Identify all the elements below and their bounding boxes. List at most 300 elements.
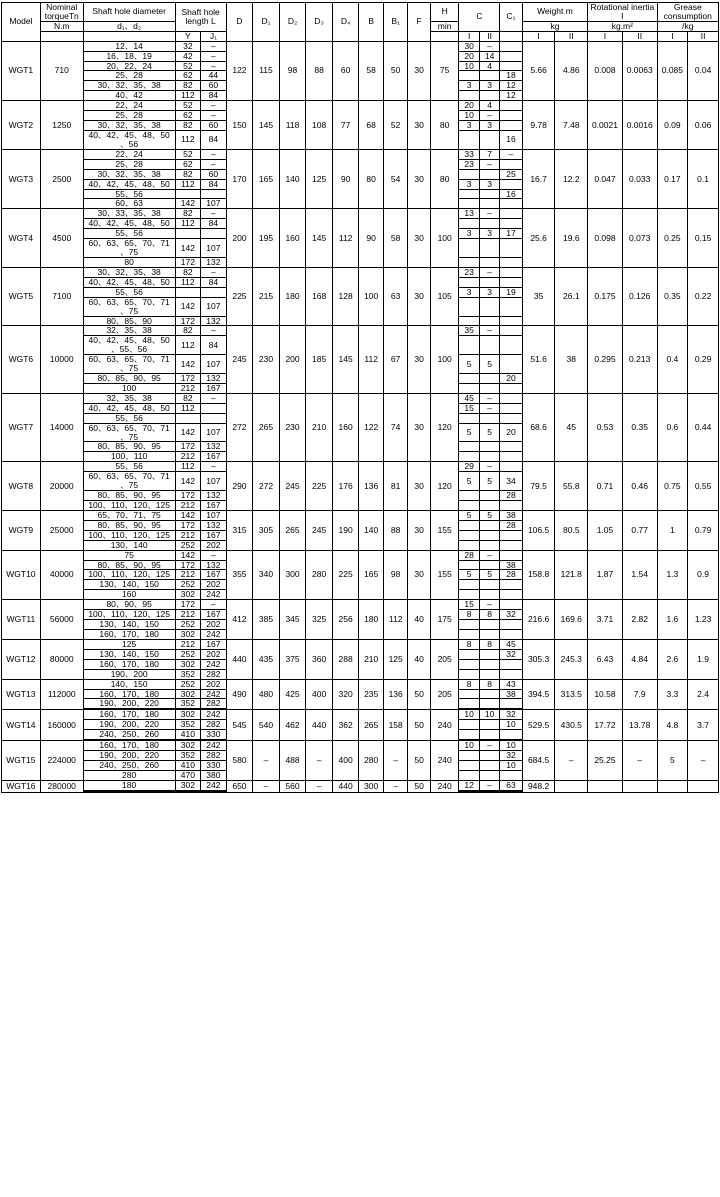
cell-C-II xyxy=(479,336,499,355)
cell-C1 xyxy=(500,179,522,189)
cell-model: WGT9 xyxy=(2,510,41,550)
cell-D3: 88 xyxy=(306,41,333,101)
header-C-I: I xyxy=(459,31,479,41)
cell-C-I: 8 xyxy=(459,679,479,689)
cell-C1 xyxy=(500,620,522,630)
cell-length-Y: 112 xyxy=(175,219,201,229)
cell-D: 272 xyxy=(226,393,253,461)
cell-length-Y: 112 xyxy=(175,277,201,287)
cell-C-II: – xyxy=(479,326,499,336)
cell-H-min: 80 xyxy=(430,101,459,150)
cell-C-I: 8 xyxy=(459,610,479,620)
cell-D3: 360 xyxy=(306,639,333,679)
cell-length-J1 xyxy=(201,403,227,413)
cell-C1 xyxy=(500,209,522,219)
cell-B: 112 xyxy=(359,326,384,393)
cell-C1: 38 xyxy=(500,510,522,520)
cell-B1: 54 xyxy=(383,149,408,209)
cell-C-II: 5 xyxy=(479,423,499,442)
cell-C-I xyxy=(459,491,479,501)
cell-weight-I: 394.5 xyxy=(522,679,555,710)
cell-weight-II: 121.8 xyxy=(555,550,588,600)
cell-grease-I: 1 xyxy=(657,510,688,550)
cell-B1: 88 xyxy=(383,510,408,550)
cell-D3: 185 xyxy=(306,326,333,393)
cell-C-I: 23 xyxy=(459,267,479,277)
cell-C-I: 3 xyxy=(459,179,479,189)
cell-H-min: 240 xyxy=(430,741,459,781)
cell-H-min: 205 xyxy=(430,639,459,679)
cell-inertia-II: 0.213 xyxy=(622,326,657,393)
cell-C1: 10 xyxy=(500,720,522,730)
table-row xyxy=(2,393,719,403)
cell-B: 165 xyxy=(359,550,384,600)
cell-torque: 4500 xyxy=(40,209,83,268)
cell-B1: 52 xyxy=(383,101,408,150)
cell-grease-I: 3.3 xyxy=(657,679,688,710)
cell-C-I: 5 xyxy=(459,355,479,374)
cell-C-I xyxy=(459,620,479,630)
cell-B: 90 xyxy=(359,209,384,268)
cell-D1: 305 xyxy=(253,510,280,550)
cell-D4: 145 xyxy=(332,326,359,393)
cell-inertia-I: 0.175 xyxy=(588,267,623,326)
cell-length-Y: 112 xyxy=(175,179,201,189)
cell-length-Y: 82 xyxy=(175,209,201,219)
table-header xyxy=(2,3,719,42)
cell-C-I xyxy=(459,413,479,423)
cell-C1: 28 xyxy=(500,520,522,530)
cell-length-J1: – xyxy=(201,600,227,610)
cell-length-Y: 62 xyxy=(175,159,201,169)
cell-inertia-I: 1.05 xyxy=(588,510,623,550)
header-inertia-unit: kg.m² xyxy=(588,21,657,31)
cell-length-J1: 202 xyxy=(201,620,227,630)
cell-C-I: 15 xyxy=(459,600,479,610)
cell-C-II: – xyxy=(479,267,499,277)
cell-B1: 136 xyxy=(383,679,408,710)
cell-B: 58 xyxy=(359,41,384,101)
cell-length-Y: 112 xyxy=(175,91,201,101)
cell-B: 140 xyxy=(359,510,384,550)
cell-D3: 325 xyxy=(306,600,333,640)
cell-C-II xyxy=(479,540,499,550)
cell-bore-diameter: 80、85、90、95 xyxy=(83,491,175,501)
cell-C-I: 10 xyxy=(459,61,479,71)
cell-bore-diameter: 40、42、45、48、50 、55、56 xyxy=(83,336,175,355)
cell-C-I: 15 xyxy=(459,403,479,413)
cell-length-Y: 410 xyxy=(175,760,201,770)
cell-D3: 108 xyxy=(306,101,333,150)
cell-C1 xyxy=(500,530,522,540)
cell-C-II: – xyxy=(479,403,499,413)
cell-C-I xyxy=(459,169,479,179)
cell-bore-diameter: 30、32、35、38 xyxy=(83,121,175,131)
cell-D2: 98 xyxy=(279,41,306,101)
cell-length-J1: 167 xyxy=(201,530,227,540)
cell-C1: 32 xyxy=(500,610,522,620)
cell-B: 210 xyxy=(359,639,384,679)
cell-D2: 462 xyxy=(279,710,306,741)
cell-torque: 10000 xyxy=(40,326,83,393)
cell-inertia-II: 1.54 xyxy=(622,550,657,600)
cell-F: 50 xyxy=(408,741,430,781)
cell-model: WGT7 xyxy=(2,393,41,461)
cell-length-J1: 84 xyxy=(201,91,227,101)
cell-C1 xyxy=(500,600,522,610)
cell-length-J1: 202 xyxy=(201,649,227,659)
cell-C1: 25 xyxy=(500,169,522,179)
cell-D4: 440 xyxy=(332,780,359,792)
cell-D: 290 xyxy=(226,462,253,511)
table-row xyxy=(2,326,719,336)
cell-C-II xyxy=(479,491,499,501)
cell-C-II xyxy=(479,659,499,669)
cell-D3: 225 xyxy=(306,462,333,511)
cell-D4: 160 xyxy=(332,393,359,461)
cell-length-Y: 52 xyxy=(175,149,201,159)
cell-B1: 158 xyxy=(383,710,408,741)
table-row xyxy=(2,550,719,560)
cell-D1: 540 xyxy=(253,710,280,741)
table-row xyxy=(2,41,719,51)
cell-C-II: 3 xyxy=(479,229,499,239)
cell-length-Y: 112 xyxy=(175,336,201,355)
cell-C1: 18 xyxy=(500,71,522,81)
cell-C-II: 4 xyxy=(479,101,499,111)
cell-length-J1: 202 xyxy=(201,540,227,550)
cell-C-I xyxy=(459,199,479,209)
cell-bore-diameter: 32、35、38 xyxy=(83,393,175,403)
cell-inertia-II: – xyxy=(622,741,657,781)
cell-inertia-II: 0.0016 xyxy=(622,101,657,150)
cell-inertia-I: 0.047 xyxy=(588,149,623,209)
cell-C1: 20 xyxy=(500,423,522,442)
cell-inertia-I: 3.71 xyxy=(588,600,623,640)
cell-weight-II: – xyxy=(555,741,588,781)
cell-model: WGT12 xyxy=(2,639,41,679)
cell-length-Y: 302 xyxy=(175,689,201,699)
cell-D4: 176 xyxy=(332,462,359,511)
cell-B: 280 xyxy=(359,741,384,781)
cell-length-Y: 172 xyxy=(175,491,201,501)
cell-C-I xyxy=(459,730,479,740)
cell-D3: 145 xyxy=(306,209,333,268)
cell-bore-diameter: 160、170、180 xyxy=(83,630,175,640)
cell-length-J1: 132 xyxy=(201,257,227,267)
cell-B1: 50 xyxy=(383,41,408,101)
cell-C-II xyxy=(479,413,499,423)
cell-length-Y: 172 xyxy=(175,560,201,570)
cell-length-J1: 107 xyxy=(201,472,227,491)
cell-length-J1: – xyxy=(201,61,227,71)
cell-bore-diameter: 160 xyxy=(83,590,175,600)
cell-C-I: 29 xyxy=(459,462,479,472)
cell-bore-diameter: 80、85、90、95 xyxy=(83,442,175,452)
cell-length-J1: – xyxy=(201,326,227,336)
cell-F: 50 xyxy=(408,710,430,741)
cell-torque: 20000 xyxy=(40,462,83,511)
cell-grease-II: 3.7 xyxy=(688,710,719,741)
cell-length-J1: 107 xyxy=(201,239,227,258)
cell-length-J1: 107 xyxy=(201,510,227,520)
cell-bore-diameter: 40、42 xyxy=(83,91,175,101)
cell-C-II: 5 xyxy=(479,355,499,374)
cell-weight-II: 26.1 xyxy=(555,267,588,326)
cell-C1 xyxy=(500,580,522,590)
cell-length-J1: 60 xyxy=(201,121,227,131)
cell-bore-diameter: 80、85、90、95 xyxy=(83,374,175,384)
cell-length-Y: 252 xyxy=(175,649,201,659)
cell-weight-I: 684.5 xyxy=(522,741,555,781)
cell-D2: 180 xyxy=(279,267,306,326)
cell-length-J1: 132 xyxy=(201,374,227,384)
cell-C1: 34 xyxy=(500,472,522,491)
cell-length-J1: – xyxy=(201,267,227,277)
header-h-min: min xyxy=(430,21,459,31)
cell-length-J1: 167 xyxy=(201,610,227,620)
cell-B1: 98 xyxy=(383,550,408,600)
header-spacer-torque xyxy=(40,31,83,41)
cell-C1 xyxy=(500,267,522,277)
cell-D3: 168 xyxy=(306,267,333,326)
cell-bore-diameter: 280 xyxy=(83,770,175,780)
cell-bore-diameter: 32、35、38 xyxy=(83,326,175,336)
cell-C-I xyxy=(459,530,479,540)
cell-C-II: – xyxy=(479,159,499,169)
cell-D2: 375 xyxy=(279,639,306,679)
cell-length-J1: – xyxy=(201,393,227,403)
cell-bore-diameter: 180 xyxy=(83,780,175,790)
cell-inertia-II: 0.77 xyxy=(622,510,657,550)
cell-C-II xyxy=(479,520,499,530)
header-D3: D₃ xyxy=(306,3,333,42)
header-shaft-hole-diameter-sub: d₁、d₂ xyxy=(83,21,175,31)
cell-C1 xyxy=(500,219,522,229)
cell-bore-diameter: 100、110 xyxy=(83,452,175,462)
cell-bore-diameter: 80、85、90 xyxy=(83,316,175,326)
cell-length-Y: 172 xyxy=(175,257,201,267)
cell-H-min: 205 xyxy=(430,679,459,710)
header-J1: J₁ xyxy=(201,31,227,41)
cell-bore-diameter: 75 xyxy=(83,550,175,560)
cell-length-Y: 82 xyxy=(175,267,201,277)
cell-inertia-II: 0.0063 xyxy=(622,41,657,101)
cell-bore-diameter: 140、150 xyxy=(83,679,175,689)
cell-grease-II: 0.06 xyxy=(688,101,719,150)
cell-D2: 425 xyxy=(279,679,306,710)
cell-length-Y: 410 xyxy=(175,730,201,740)
cell-C1 xyxy=(500,550,522,560)
cell-B: 68 xyxy=(359,101,384,150)
cell-D2: 560 xyxy=(279,780,306,792)
cell-C-I: 3 xyxy=(459,121,479,131)
cell-length-J1: – xyxy=(201,41,227,51)
cell-C-I: 23 xyxy=(459,159,479,169)
cell-grease-I: 5 xyxy=(657,741,688,781)
cell-C-I xyxy=(459,277,479,287)
cell-C-I xyxy=(459,580,479,590)
cell-B1: – xyxy=(383,741,408,781)
cell-C-II xyxy=(479,189,499,199)
cell-length-J1: 242 xyxy=(201,590,227,600)
cell-C-II: 8 xyxy=(479,639,499,649)
header-weight: Weight m xyxy=(522,3,587,22)
cell-weight-II: 430.5 xyxy=(555,710,588,741)
cell-D: 225 xyxy=(226,267,253,326)
cell-F: 50 xyxy=(408,679,430,710)
cell-C1 xyxy=(500,630,522,640)
cell-D2: 230 xyxy=(279,393,306,461)
cell-C-I: 20 xyxy=(459,51,479,61)
cell-C-I xyxy=(459,452,479,462)
cell-length-Y: 172 xyxy=(175,600,201,610)
header-C1: C₁ xyxy=(500,3,522,32)
cell-weight-I: 68.6 xyxy=(522,393,555,461)
cell-weight-II xyxy=(555,780,588,792)
cell-grease-I: 0.75 xyxy=(657,462,688,511)
cell-length-J1: 60 xyxy=(201,81,227,91)
cell-C-I: 10 xyxy=(459,741,479,751)
header-spacer-bore xyxy=(83,31,175,41)
cell-bore-diameter: 130、140、150 xyxy=(83,649,175,659)
cell-C-II: – xyxy=(479,111,499,121)
header-inertia-I: I xyxy=(588,31,623,41)
cell-C-II: 3 xyxy=(479,287,499,297)
cell-C-II xyxy=(479,239,499,258)
cell-length-J1: 242 xyxy=(201,659,227,669)
cell-model: WGT11 xyxy=(2,600,41,640)
cell-C-II: 5 xyxy=(479,570,499,580)
cell-C1 xyxy=(500,257,522,267)
cell-C-II: – xyxy=(479,462,499,472)
cell-C-I xyxy=(459,501,479,511)
cell-length-Y: 212 xyxy=(175,639,201,649)
cell-C1: – xyxy=(500,149,522,159)
cell-C-II xyxy=(479,751,499,761)
cell-length-J1: 202 xyxy=(201,580,227,590)
cell-torque: 224000 xyxy=(40,741,83,781)
cell-grease-I xyxy=(657,780,688,792)
cell-length-J1: 107 xyxy=(201,355,227,374)
cell-length-Y: 142 xyxy=(175,472,201,491)
cell-C-I: 10 xyxy=(459,111,479,121)
cell-C1 xyxy=(500,121,522,131)
cell-inertia-I: 25.25 xyxy=(588,741,623,781)
cell-length-Y xyxy=(175,229,201,239)
cell-C-II: 8 xyxy=(479,679,499,689)
cell-C-II xyxy=(479,530,499,540)
cell-bore-diameter: 30、33、35、38 xyxy=(83,209,175,219)
cell-D1: 165 xyxy=(253,149,280,209)
table-row xyxy=(2,639,719,649)
cell-bore-diameter: 40、42、45、48、50 xyxy=(83,403,175,413)
cell-D1: 435 xyxy=(253,639,280,679)
header-weight-II: II xyxy=(555,31,588,41)
cell-length-J1: 202 xyxy=(201,679,227,689)
cell-bore-diameter: 80、85、90、95 xyxy=(83,560,175,570)
cell-bore-diameter: 130、140、150 xyxy=(83,620,175,630)
cell-C1 xyxy=(500,326,522,336)
cell-inertia-I: 0.008 xyxy=(588,41,623,101)
cell-length-J1: 132 xyxy=(201,491,227,501)
table-row xyxy=(2,741,719,751)
cell-length-Y: 82 xyxy=(175,121,201,131)
cell-grease-II xyxy=(688,780,719,792)
cell-C1 xyxy=(500,770,522,780)
cell-length-Y: 172 xyxy=(175,520,201,530)
table-row xyxy=(2,149,719,159)
cell-D4: 362 xyxy=(332,710,359,741)
header-grease-II: II xyxy=(688,31,719,41)
cell-D1: 385 xyxy=(253,600,280,640)
cell-grease-II: 0.15 xyxy=(688,209,719,268)
cell-C-I: 10 xyxy=(459,710,479,720)
header-grease: Grease consumption xyxy=(657,3,718,22)
cell-length-Y: 82 xyxy=(175,393,201,403)
cell-length-Y: 252 xyxy=(175,580,201,590)
cell-C-I xyxy=(459,590,479,600)
cell-C-I: 13 xyxy=(459,209,479,219)
cell-B: 180 xyxy=(359,600,384,640)
header-weight-I: I xyxy=(522,31,555,41)
cell-length-Y: 302 xyxy=(175,741,201,751)
cell-B1: 125 xyxy=(383,639,408,679)
cell-C1 xyxy=(500,111,522,121)
cell-length-Y: 212 xyxy=(175,501,201,511)
cell-length-J1: – xyxy=(201,159,227,169)
table-row xyxy=(2,462,719,472)
cell-H-min: 105 xyxy=(430,267,459,326)
cell-length-Y: 82 xyxy=(175,169,201,179)
cell-C1 xyxy=(500,159,522,169)
cell-length-J1: 84 xyxy=(201,179,227,189)
cell-weight-I: 5.66 xyxy=(522,41,555,101)
cell-C-I xyxy=(459,770,479,780)
cell-C-II: 5 xyxy=(479,510,499,520)
cell-C-II xyxy=(479,383,499,393)
cell-C-II xyxy=(479,760,499,770)
cell-C1: 32 xyxy=(500,649,522,659)
cell-C1 xyxy=(500,730,522,740)
cell-length-J1 xyxy=(201,287,227,297)
cell-bore-diameter: 60、63 xyxy=(83,199,175,209)
cell-inertia-I: 1.87 xyxy=(588,550,623,600)
cell-D: 150 xyxy=(226,101,253,150)
cell-D3: 280 xyxy=(306,550,333,600)
cell-torque: 56000 xyxy=(40,600,83,640)
cell-torque: 160000 xyxy=(40,710,83,741)
cell-length-J1: 167 xyxy=(201,501,227,511)
cell-inertia-II: 7.9 xyxy=(622,679,657,710)
cell-B: 235 xyxy=(359,679,384,710)
cell-bore-diameter: 240、250、260 xyxy=(83,760,175,770)
cell-length-Y: 302 xyxy=(175,710,201,720)
cell-bore-diameter: 22、24 xyxy=(83,149,175,159)
cell-H-min: 155 xyxy=(430,510,459,550)
cell-grease-II: 0.79 xyxy=(688,510,719,550)
cell-length-J1: – xyxy=(201,209,227,219)
cell-D2: 200 xyxy=(279,326,306,393)
cell-length-J1: 380 xyxy=(201,770,227,780)
cell-C1: 45 xyxy=(500,639,522,649)
cell-inertia-I: 0.098 xyxy=(588,209,623,268)
cell-C-I: 28 xyxy=(459,550,479,560)
cell-bore-diameter xyxy=(83,791,175,792)
cell-length-J1: 107 xyxy=(201,423,227,442)
cell-weight-I: 305.3 xyxy=(522,639,555,679)
cell-length-J1: 132 xyxy=(201,442,227,452)
